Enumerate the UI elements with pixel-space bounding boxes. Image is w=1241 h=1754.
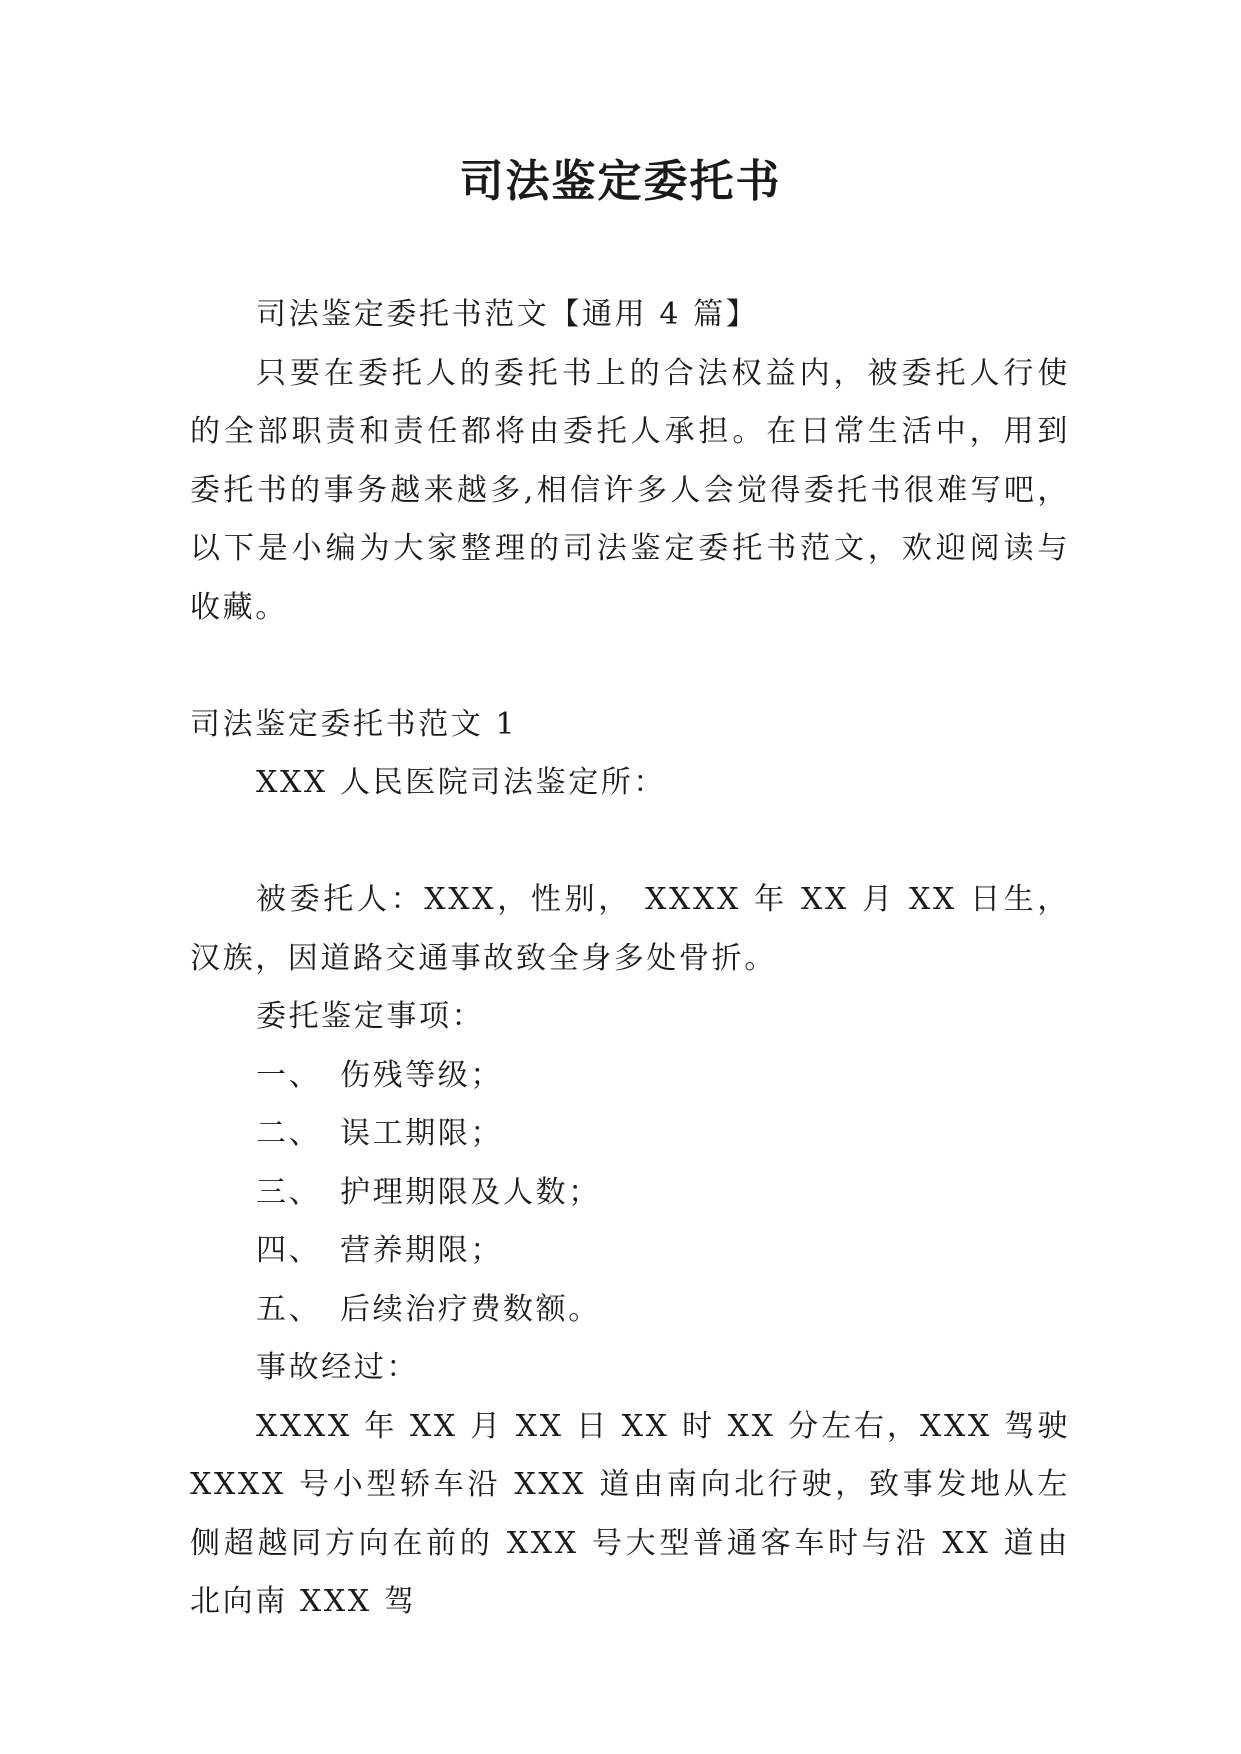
list-item-number: 三、 xyxy=(256,1174,322,1210)
blank-line xyxy=(190,813,1070,872)
list-item-number: 二、 xyxy=(256,1116,322,1151)
list-item-text: 护理期限及人数； xyxy=(340,1174,601,1210)
list-item xyxy=(190,1164,1070,1223)
list-item-number: 一、 xyxy=(256,1057,322,1093)
list-item-number: 五、 xyxy=(256,1291,322,1327)
intro-paragraph: 只要在委托人的委托书上的合法权益内，被委托人行使的全部职责和责任都将由委托人承担。在日常生活中，用到委托书的事务越来越多,相信许多人会觉得委托书很难写吧，以下是小编为大家整理的司法鉴定委托书范文，欢迎阅读与收藏。 xyxy=(190,355,1070,625)
list-item xyxy=(190,1047,1070,1106)
client-paragraph: 被委托人：XXX，性别， XXXX 年 XX 月 XX 日生，汉族，因道路交通事故致全身多处骨折。 xyxy=(190,882,1070,976)
items-heading: 委托鉴定事项： xyxy=(256,999,485,1034)
addressee-line: XXX 人民医院司法鉴定所： xyxy=(256,765,667,800)
list-item-text: 后续治疗费数额。 xyxy=(340,1291,601,1327)
accident-heading: 事故经过： xyxy=(256,1350,419,1385)
document-body xyxy=(190,286,1070,1632)
list-item-text: 伤残等级； xyxy=(340,1057,503,1093)
list-item xyxy=(190,1105,1070,1164)
list-item xyxy=(190,1281,1070,1340)
list-item-text: 误工期限； xyxy=(340,1116,503,1151)
list-item xyxy=(190,1222,1070,1281)
blank-line xyxy=(190,637,1070,696)
document-title: 司法鉴定委托书 xyxy=(459,156,782,207)
document-subtitle: 司法鉴定委托书范文【通用 4 篇】 xyxy=(256,297,759,332)
accident-paragraph: XXXX 年 XX 月 XX 日 XX 时 XX 分左右，XXX 驾驶 XXXX 号小型轿车沿 XXX 道由南向北行驶，致事发地从左侧超越同方向在前的 XXX 号大型普通客车时与沿 XX 道由北向南 XXX 驾 xyxy=(190,1408,1070,1619)
list-item-text: 营养期限； xyxy=(340,1233,503,1268)
list-item-number: 四、 xyxy=(256,1233,322,1268)
section-heading: 司法鉴定委托书范文 1 xyxy=(190,706,518,742)
